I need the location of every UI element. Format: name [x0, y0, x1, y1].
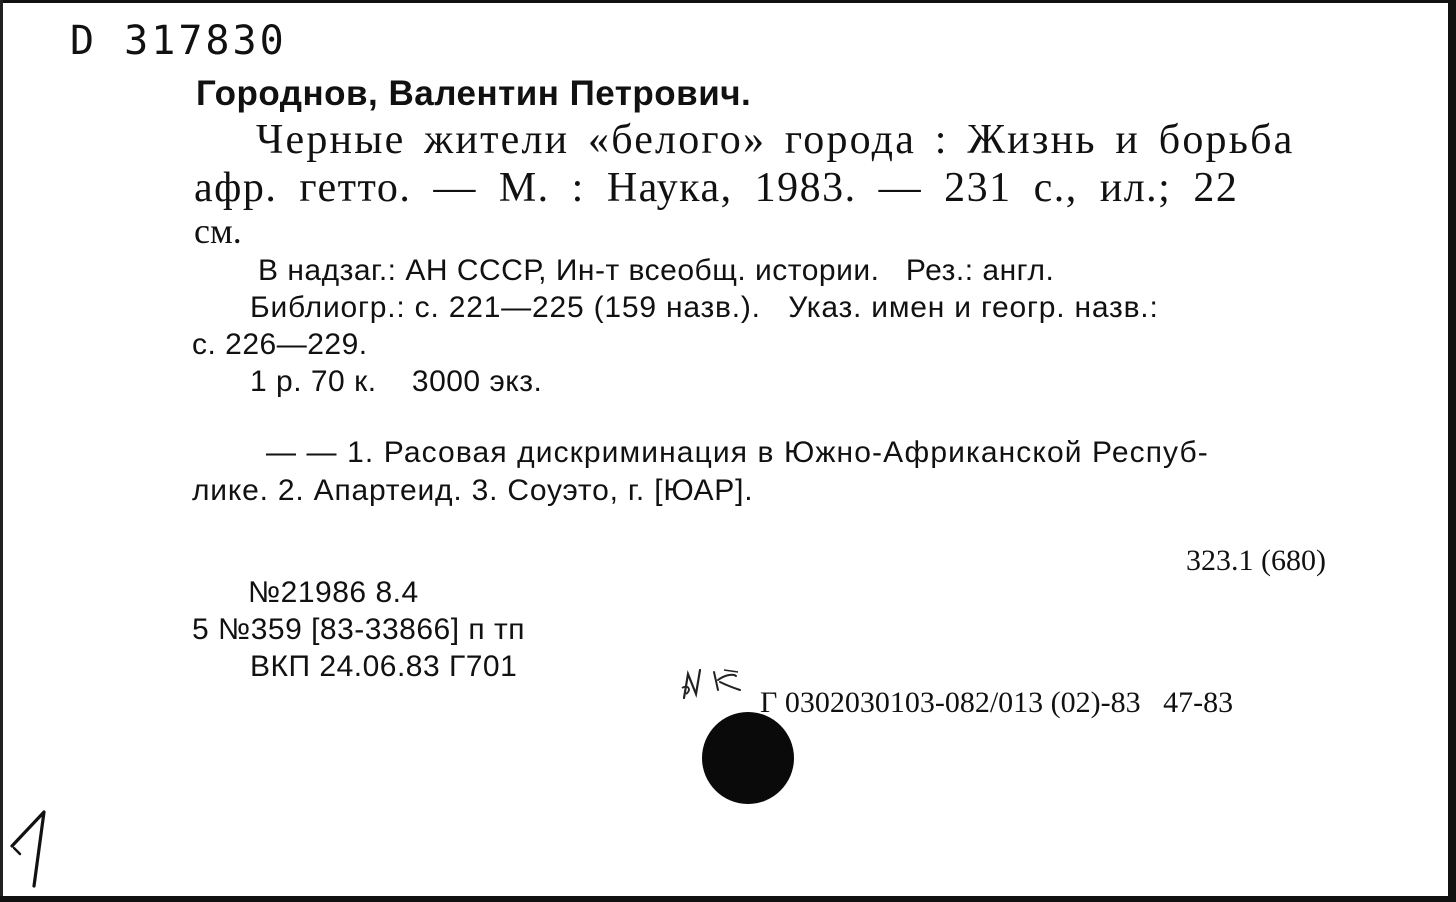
order-number: 5 №359 [83-33866] п тп	[192, 613, 525, 646]
note-line-2: Библиогр.: с. 221—225 (159 назв.). Указ. имен и геогр. назв.:	[250, 291, 1159, 324]
price-line: 1 р. 70 к. 3000 экз.	[250, 365, 543, 398]
scan-edge-bottom	[0, 896, 1456, 902]
handwritten-digit-one	[6, 806, 56, 890]
note-line-1: В надзаг.: АН СССР, Ин-т всеобщ. истории. Рез.: англ.	[258, 254, 1055, 287]
handwritten-nk-mark	[678, 664, 758, 704]
publication-code: Г 0302030103-082/013 (02)-83 47-83	[760, 686, 1234, 719]
vkp-line: ВКП 24.06.83 Г701	[250, 650, 518, 683]
title-line-2	[194, 164, 1366, 212]
title-line-1	[256, 116, 1366, 164]
note-line-3: с. 226—229.	[192, 328, 368, 361]
title-text-2: афр. гетто. — М. : Наука, 1983. — 231 с., ил.; 22	[194, 165, 1239, 211]
card-id: D 317830	[70, 18, 287, 64]
record-number: №21986 8.4	[248, 576, 419, 609]
title-line-3: см.	[194, 211, 242, 251]
punch-hole	[702, 712, 794, 804]
scan-edge-left	[0, 0, 3, 902]
udc-classification: 323.1 (680)	[1186, 544, 1326, 577]
scan-edge-top	[0, 0, 1456, 3]
subjects-line-1: — — 1. Расовая дискриминация в Южно-Африканской Респуб-	[266, 436, 1209, 469]
subjects-line-2: лике. 2. Апартеид. 3. Соуэто, г. [ЮАР].	[192, 474, 754, 507]
author-heading: Городнов, Валентин Петрович.	[196, 74, 752, 113]
title-text-1: Черные жители «белого» города : Жизнь и борьба	[256, 117, 1295, 163]
scan-edge-right	[1448, 0, 1456, 902]
